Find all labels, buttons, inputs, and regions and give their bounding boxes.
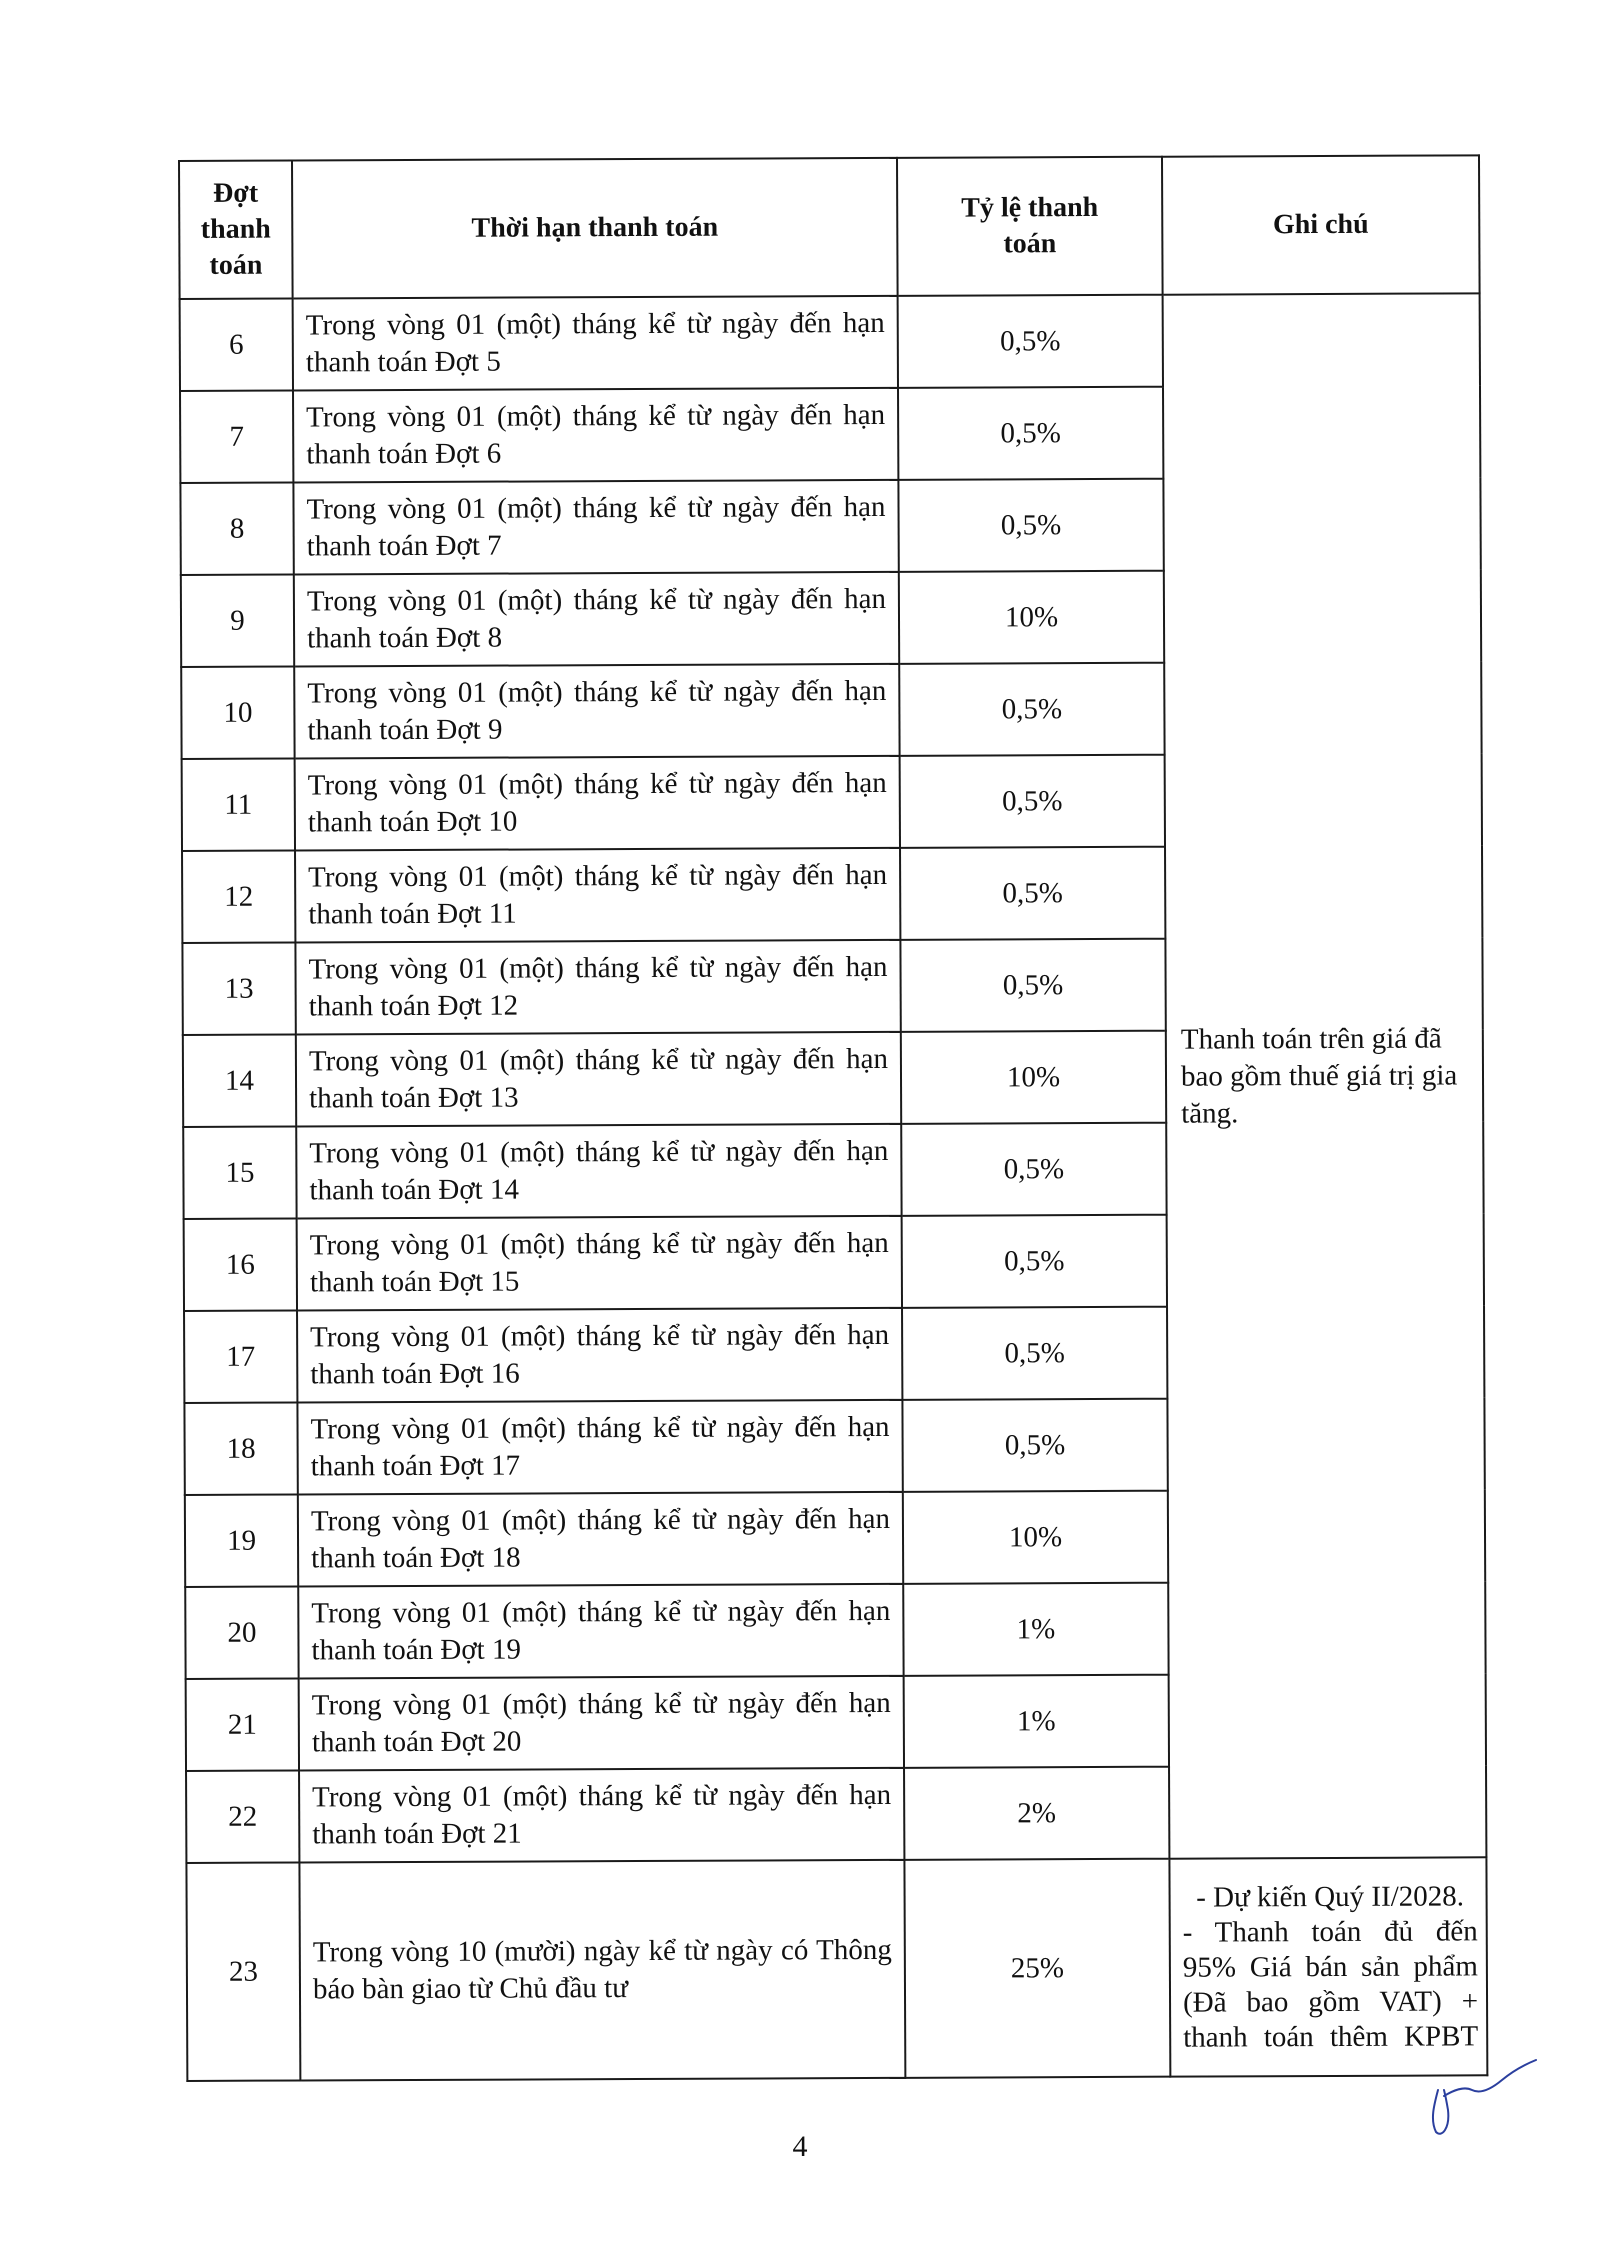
payment-term: Trong vòng 01 (một) tháng kể từ ngày đến hạn thanh toán Đợt 11 xyxy=(295,848,900,943)
installment-number: 10 xyxy=(181,666,294,758)
payment-term: Trong vòng 01 (một) tháng kể từ ngày đến hạn thanh toán Đợt 16 xyxy=(297,1308,902,1403)
table-header-row xyxy=(179,155,1480,299)
payment-rate: 10% xyxy=(899,571,1164,664)
note-line: 95% Giá bán sản phẩm xyxy=(1182,1949,1478,1984)
installment-number: 20 xyxy=(185,1586,298,1678)
payment-schedule-table xyxy=(178,154,1488,2082)
installment-number: 18 xyxy=(184,1402,297,1494)
payment-term: Trong vòng 01 (một) tháng kể từ ngày đến hạn thanh toán Đợt 21 xyxy=(299,1768,904,1863)
payment-term: Trong vòng 01 (một) tháng kể từ ngày đến hạn thanh toán Đợt 19 xyxy=(298,1584,903,1679)
payment-rate: 2% xyxy=(904,1767,1169,1860)
installment-number: 12 xyxy=(182,850,295,942)
payment-rate: 0,5% xyxy=(898,295,1163,388)
payment-term: Trong vòng 01 (một) tháng kể từ ngày đến hạn thanh toán Đợt 14 xyxy=(296,1124,901,1219)
payment-term: Trong vòng 01 (một) tháng kể từ ngày đến hạn thanh toán Đợt 9 xyxy=(294,664,899,759)
payment-rate: 0,5% xyxy=(898,387,1163,480)
payment-term: Trong vòng 10 (mười) ngày kể từ ngày có Thông báo bàn giao từ Chủ đầu tư xyxy=(299,1860,905,2081)
header-rate: Tỷ lệ thanh toán xyxy=(897,157,1163,296)
payment-rate: 0,5% xyxy=(899,663,1164,756)
installment-number: 6 xyxy=(180,299,293,391)
payment-rate: 10% xyxy=(901,1031,1166,1124)
payment-rate: 0,5% xyxy=(902,1215,1167,1308)
payment-term: Trong vòng 01 (một) tháng kể từ ngày đến hạn thanh toán Đợt 12 xyxy=(295,940,900,1035)
note-line: - Dự kiến Quý II/2028. xyxy=(1196,1879,1465,1914)
payment-term: Trong vòng 01 (một) tháng kể từ ngày đến hạn thanh toán Đợt 15 xyxy=(297,1216,902,1311)
installment-number: 13 xyxy=(182,942,295,1034)
payment-term: Trong vòng 01 (một) tháng kể từ ngày đến hạn thanh toán Đợt 18 xyxy=(298,1492,903,1587)
payment-rate: 0,5% xyxy=(900,939,1165,1032)
table-row xyxy=(180,293,1480,391)
payment-term: Trong vòng 01 (một) tháng kể từ ngày đến hạn thanh toán Đợt 13 xyxy=(296,1032,901,1127)
page-number: 4 xyxy=(792,2130,808,2163)
installment-number: 23 xyxy=(186,1862,300,2080)
payment-term: Trong vòng 01 (một) tháng kể từ ngày đến hạn thanh toán Đợt 6 xyxy=(293,388,898,483)
payment-term: Trong vòng 01 (một) tháng kể từ ngày đến hạn thanh toán Đợt 5 xyxy=(293,296,898,391)
installment-number: 14 xyxy=(183,1034,296,1126)
payment-rate: 0,5% xyxy=(898,479,1163,572)
payment-rate: 0,5% xyxy=(900,847,1165,940)
installment-number: 19 xyxy=(185,1494,298,1586)
payment-term: Trong vòng 01 (một) tháng kể từ ngày đến hạn thanh toán Đợt 7 xyxy=(293,480,898,575)
installment-number: 8 xyxy=(180,482,293,574)
header-term: Thời hạn thanh toán xyxy=(292,158,898,299)
header-installment: Đợt thanh toán xyxy=(179,161,293,299)
signature-mark xyxy=(1420,2050,1540,2140)
table-row xyxy=(186,1857,1487,2081)
installment-number: 9 xyxy=(181,574,294,666)
payment-rate: 1% xyxy=(903,1583,1168,1676)
table-body xyxy=(180,293,1488,2081)
handover-note xyxy=(1169,1857,1487,2076)
note-line: thanh toán thêm KPBT xyxy=(1183,2019,1479,2054)
merged-note: Thanh toán trên giá đã bao gồm thuế giá trị gia tăng. xyxy=(1163,293,1487,1858)
payment-rate: 25% xyxy=(904,1859,1170,2078)
header-note: Ghi chú xyxy=(1162,155,1480,294)
installment-number: 11 xyxy=(182,758,295,850)
installment-number: 15 xyxy=(183,1126,296,1218)
payment-term: Trong vòng 01 (một) tháng kể từ ngày đến hạn thanh toán Đợt 17 xyxy=(297,1400,902,1495)
payment-rate: 0,5% xyxy=(900,755,1165,848)
note-line: - Thanh toán đủ đến xyxy=(1182,1914,1478,1949)
payment-term: Trong vòng 01 (một) tháng kể từ ngày đến hạn thanh toán Đợt 20 xyxy=(299,1676,904,1771)
installment-number: 16 xyxy=(184,1218,297,1310)
payment-rate: 0,5% xyxy=(901,1123,1166,1216)
installment-number: 22 xyxy=(186,1770,299,1862)
installment-number: 7 xyxy=(180,391,293,483)
payment-rate: 0,5% xyxy=(902,1307,1167,1400)
payment-term: Trong vòng 01 (một) tháng kể từ ngày đến hạn thanh toán Đợt 10 xyxy=(295,756,900,851)
installment-number: 21 xyxy=(186,1678,299,1770)
installment-number: 17 xyxy=(184,1310,297,1402)
payment-rate: 10% xyxy=(903,1491,1168,1584)
note-line: (Đã bao gồm VAT) + xyxy=(1182,1984,1479,2019)
payment-rate: 0,5% xyxy=(902,1399,1167,1492)
payment-rate: 1% xyxy=(904,1675,1169,1768)
payment-term: Trong vòng 01 (một) tháng kể từ ngày đến hạn thanh toán Đợt 8 xyxy=(294,572,899,667)
